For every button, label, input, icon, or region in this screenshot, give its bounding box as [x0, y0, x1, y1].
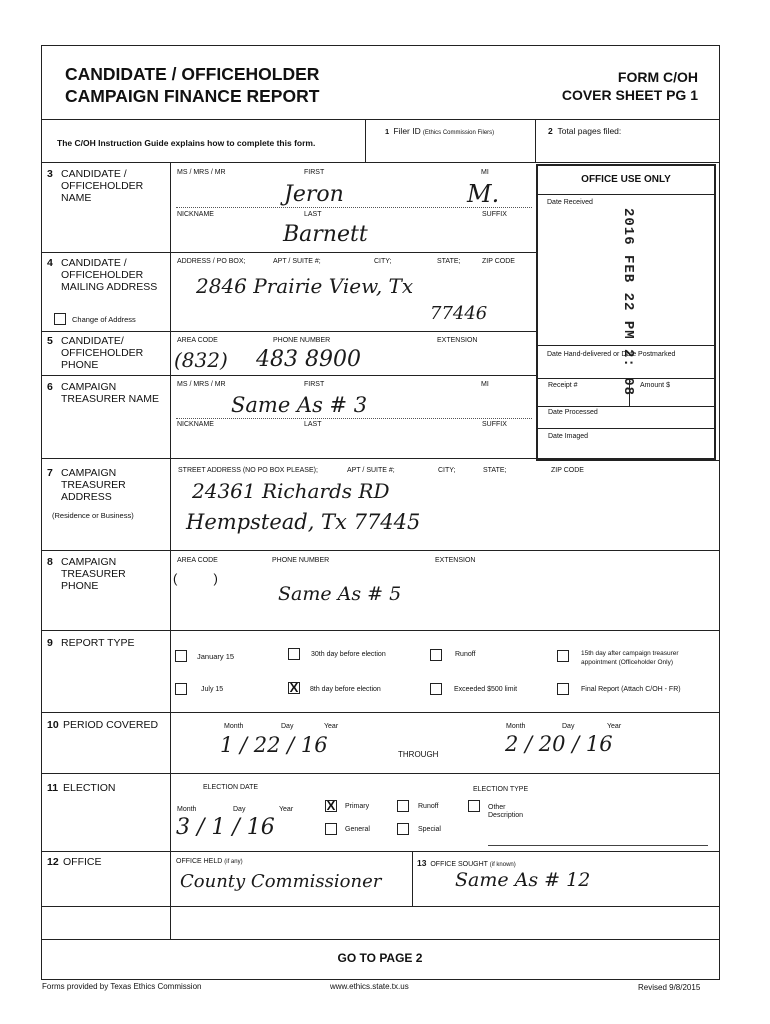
s7-zip-label: ZIP CODE — [551, 467, 584, 474]
s11-year-label: Year — [279, 806, 294, 813]
hand-delivered-label: Date Hand-delivered or Date Postmarked — [547, 351, 676, 358]
report-final-label: Final Report (Attach C/OH - FR) — [581, 686, 681, 693]
section-9-label: 9 REPORT TYPE — [47, 637, 135, 649]
report-15th-label: 15th day after campaign treasurer appointment (Officeholder Only) — [581, 650, 679, 666]
s10-to-month-label: Month — [506, 723, 526, 730]
form-number — [562, 68, 698, 104]
report-8th-checkbox[interactable]: X — [289, 680, 299, 695]
s6-nickname-label: NICKNAME — [177, 421, 214, 428]
report-jan15-checkbox[interactable] — [175, 650, 187, 662]
s4-address-label: ADDRESS / PO BOX; — [177, 258, 246, 265]
go-to-page-2: GO TO PAGE 2 — [337, 951, 423, 965]
s11-day-label: Day — [233, 806, 246, 813]
report-8th-label: 8th day before election — [310, 686, 381, 693]
date-received-label: Date Received — [547, 199, 593, 206]
s4-state-label: STATE; — [437, 258, 461, 265]
s8-area-label: AREA CODE — [177, 557, 218, 564]
section-10-label: 10 PERIOD COVERED — [47, 719, 159, 731]
form-code: FORM C/OH — [617, 69, 698, 85]
s5-ext-label: EXTENSION — [437, 337, 478, 344]
s10-from-year-label: Year — [324, 723, 339, 730]
title-line-1: CANDIDATE / OFFICEHOLDER — [65, 64, 320, 84]
instruction-text: The C/OH Instruction Guide explains how to complete this form. — [57, 138, 316, 148]
s5-area-value: (832) — [174, 348, 228, 372]
section-3-label: 3 CANDIDATE / OFFICEHOLDER NAME — [47, 168, 144, 204]
change-of-address-label: Change of Address — [72, 315, 136, 324]
footer-revised: Revised 9/8/2015 — [638, 983, 701, 992]
s7-street-label: STREET ADDRESS (NO PO BOX PLEASE); — [178, 467, 318, 474]
election-primary-checkbox[interactable]: X — [326, 798, 336, 813]
s3-ms-label: MS / MRS / MR — [177, 169, 226, 176]
section-7-label: 7 CAMPAIGN TREASURER ADDRESS — [47, 467, 126, 503]
report-jan15-label: January 15 — [197, 652, 235, 661]
s5-area-label: AREA CODE — [177, 337, 218, 344]
election-special-checkbox[interactable] — [397, 823, 409, 835]
s4-address-line2: 77446 — [430, 303, 488, 324]
s5-phone-value: 483 8900 — [256, 347, 361, 372]
s12-held-value: County Commissioner — [180, 871, 382, 892]
s6-last-label: LAST — [304, 421, 322, 428]
s3-nickname-label: NICKNAME — [177, 211, 214, 218]
report-exceeded-checkbox[interactable] — [430, 683, 442, 695]
amount-label: Amount $ — [640, 382, 670, 389]
sheet-label: COVER SHEET PG 1 — [561, 87, 698, 103]
s8-phone-value: Same As # 5 — [278, 583, 402, 605]
report-jul15-label: July 15 — [201, 686, 224, 693]
s6-mi-label: MI — [481, 381, 489, 388]
form-title — [65, 63, 319, 107]
section-4-label: 4 CANDIDATE / OFFICEHOLDER MAILING ADDRESS — [47, 257, 158, 293]
s7-sub-label: (Residence or Business) — [52, 511, 134, 520]
footer-provided: Forms provided by Texas Ethics Commission — [42, 982, 202, 991]
election-special-label: Special — [418, 826, 441, 833]
title-line-2: CAMPAIGN FINANCE REPORT — [65, 86, 320, 106]
section-5-label: 5 CANDIDATE/ OFFICEHOLDER PHONE — [47, 335, 144, 371]
election-general-checkbox[interactable] — [325, 823, 337, 835]
processed-label: Date Processed — [548, 409, 598, 416]
s4-zip-label: ZIP CODE — [482, 258, 515, 265]
s3-mi-label: MI — [481, 169, 489, 176]
s7-apt-label: APT / SUITE #; — [347, 467, 395, 474]
s11-date-value: 3 / 1 / 16 — [176, 815, 275, 840]
s11-date-label: ELECTION DATE — [203, 784, 259, 791]
s4-apt-label: APT / SUITE #; — [273, 258, 321, 265]
s10-to-day-label: Day — [562, 723, 575, 730]
election-primary-label: Primary — [345, 803, 370, 810]
report-runoff-label: Runoff — [455, 651, 476, 658]
report-runoff-checkbox[interactable] — [430, 649, 442, 661]
imaged-label: Date Imaged — [548, 433, 589, 440]
footer-url: www.ethics.state.tx.us — [330, 982, 409, 991]
s3-suffix-label: SUFFIX — [482, 211, 507, 218]
section-6-label: 6 CAMPAIGN TREASURER NAME — [47, 381, 160, 405]
s13-sought-value: Same As # 12 — [455, 869, 591, 891]
s6-name-value: Same As # 3 — [231, 393, 368, 417]
s3-first-label: FIRST — [304, 169, 325, 176]
s6-suffix-label: SUFFIX — [482, 421, 507, 428]
s7-state-label: STATE; — [483, 467, 507, 474]
s8-area-parens: ( ) — [173, 571, 218, 586]
election-other-checkbox[interactable] — [468, 800, 480, 812]
s10-through-label: THROUGH — [398, 750, 439, 759]
s10-to-year-label: Year — [607, 723, 622, 730]
s10-from-value: 1 / 22 / 16 — [220, 733, 328, 757]
received-stamp: 2016 FEB 22 PM 2: 08 — [620, 208, 636, 397]
s7-address-line1: 24361 Richards RD — [192, 479, 390, 503]
s10-to-value: 2 / 20 / 16 — [505, 732, 613, 756]
s7-address-line2: Hempstead, Tx 77445 — [186, 510, 421, 534]
report-30th-label: 30th day before election — [311, 651, 386, 658]
s4-address-line1: 2846 Prairie View, Tx — [196, 274, 414, 298]
s3-mi-value: M. — [467, 180, 500, 208]
report-jul15-checkbox[interactable] — [175, 683, 187, 695]
section-8-label: 8 CAMPAIGN TREASURER PHONE — [47, 556, 126, 592]
section-12-label: 12 OFFICE — [47, 856, 102, 868]
election-runoff-label: Runoff — [418, 803, 439, 810]
s11-type-label: ELECTION TYPE — [473, 786, 529, 793]
receipt-label: Receipt # — [548, 382, 578, 389]
s11-month-label: Month — [177, 806, 197, 813]
report-30th-checkbox[interactable] — [288, 648, 300, 660]
s6-ms-label: MS / MRS / MR — [177, 381, 226, 388]
s3-first-value: Jeron — [284, 182, 344, 207]
election-other-label: Other Description — [488, 804, 524, 819]
election-general-label: General — [345, 826, 370, 833]
office-use-title: OFFICE USE ONLY — [581, 174, 671, 185]
s8-ext-label: EXTENSION — [435, 557, 476, 564]
report-exceeded-label: Exceeded $500 limit — [454, 686, 518, 693]
s4-city-label: CITY; — [374, 258, 392, 265]
total-pages: 2 Total pages filed: — [548, 126, 622, 136]
s5-phone-label: PHONE NUMBER — [273, 337, 331, 344]
s10-from-month-label: Month — [224, 723, 244, 730]
report-final-checkbox[interactable] — [557, 683, 569, 695]
change-of-address-checkbox[interactable] — [54, 313, 66, 325]
election-runoff-checkbox[interactable] — [397, 800, 409, 812]
s6-first-label: FIRST — [304, 381, 325, 388]
filer-id: 1 Filer ID (Ethics Commission Filers) — [385, 126, 495, 136]
s3-last-value: Barnett — [283, 222, 368, 247]
s10-from-day-label: Day — [281, 723, 294, 730]
s7-city-label: CITY; — [438, 467, 456, 474]
s12-held-label: OFFICE HELD (if any) — [176, 858, 243, 865]
s13-sought-label: 13 OFFICE SOUGHT (if known) — [417, 858, 516, 868]
s8-phone-label: PHONE NUMBER — [272, 557, 330, 564]
section-11-label: 11 ELECTION — [47, 782, 116, 794]
report-15th-checkbox[interactable] — [557, 650, 569, 662]
s3-last-label: LAST — [304, 211, 322, 218]
